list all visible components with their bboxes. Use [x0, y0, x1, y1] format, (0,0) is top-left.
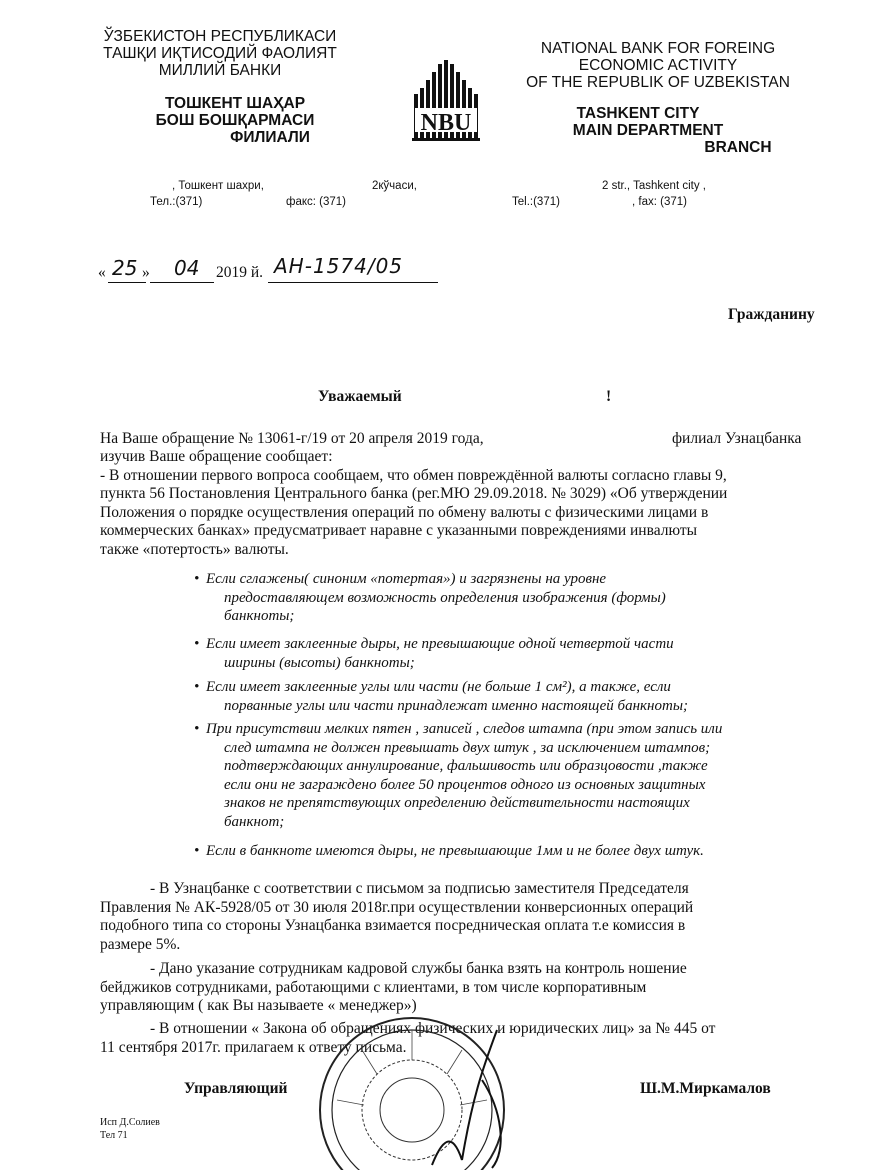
p2-line: подобного типа со стороны Узнацбанка взимается посредническая оплата т.е комиссия в	[100, 917, 686, 935]
bullet-line: При присутствии мелких пятен , записей , следов штампа (при этом запись или	[206, 721, 723, 737]
date-quote-open: «	[98, 264, 106, 281]
header-left-line6: ФИЛИАЛИ	[230, 129, 310, 146]
address-right-fax: , fax: (371)	[632, 196, 687, 208]
bullet-dot-icon: •	[194, 721, 200, 737]
bullet-item-1	[194, 570, 824, 626]
p4-line: 11 сентября 2017г. прилагаем к ответу письма.	[100, 1038, 407, 1056]
header-right	[508, 40, 808, 156]
p1-line: Положения о порядке осуществления операций по обмену валюты с физическими лицами в	[100, 503, 709, 521]
header-right-line6: BRANCH	[704, 139, 772, 156]
bullet-line: след штампа не должен превышать двух штук , за исключением штампов;	[224, 739, 711, 756]
executor-phone: Тел 71	[100, 1130, 128, 1141]
p3-line: бейджиков сотрудниками, работающими с клиентами, в том числе корпоративным	[100, 978, 647, 996]
date-line	[98, 256, 448, 286]
address-left-city: , Тошкент шахри,	[172, 180, 264, 192]
bullet-line: порванные углы или части принадлежат именно настоящей банкноты;	[224, 697, 688, 714]
header-right-line3: OF THE REPUBLIK OF UZBEKISTAN	[526, 74, 790, 91]
bullet-line: ширины (высоты) банкноты;	[224, 654, 415, 671]
bullet-line: Если имеет заклеенные дыры, не превышающие одной четвертой части	[206, 636, 674, 652]
date-month-underline	[150, 282, 214, 283]
header-left-line4: ТОШКЕНТ ШАҲАР	[164, 95, 306, 112]
header-left-line1: ЎЗБЕКИСТОН РЕСПУБЛИКАСИ	[103, 28, 337, 45]
date-day-underline	[108, 282, 146, 283]
bullet-line: банкнот;	[224, 813, 285, 830]
p1-line: - В отношении первого вопроса сообщаем, что обмен повреждённой валюты согласно главы 9,	[100, 466, 727, 484]
executor-name: Исп Д.Солиев	[100, 1117, 160, 1128]
p2-line: размере 5%.	[100, 935, 181, 953]
logo-letters: NBU	[420, 110, 472, 136]
bullet-line: подтверждающих аннулирование, фальшивость или образцовости ,также	[224, 758, 708, 775]
address-right-tel: Tel.:(371)	[512, 196, 560, 208]
date-quote-close: »	[142, 264, 150, 281]
bullet-line: Если имеет заклеенные углы или части (не больше 1 см²), а также, если	[206, 679, 671, 695]
bullet-line: Если сглажены( синоним «потертая») и загрязнены на уровне	[206, 571, 607, 587]
header-right-line5: MAIN DEPARTMENT	[572, 122, 724, 139]
p4-line: - В отношении « Закона об обращениях физических и юридических лиц» за № 445 от	[150, 1020, 716, 1037]
body-paragraph-3	[100, 960, 828, 1016]
p1-line: также «потертость» валюты.	[100, 540, 289, 558]
bullet-dot-icon: •	[194, 636, 200, 652]
address-left-fax: факс: (371)	[286, 196, 347, 208]
bullet-line: Если в банкноте имеются дыры, не превышающие 1мм и не более двух штук.	[206, 843, 704, 859]
bullet-line: если они не заграждено более 50 процентов одного из основных защитных	[224, 776, 706, 793]
address-left-tel: Тел.:(371)	[150, 196, 203, 208]
p1-line: коммерческих банках» предусматривает наравне с указанными повреждениями инвалюты	[100, 522, 698, 540]
bank-logo	[410, 58, 490, 142]
body-intro-a: На Ваше обращение № 13061-г/19 от 20 апреля 2019 года,	[100, 430, 484, 447]
bullet-item-3	[194, 678, 824, 715]
signatory-name: Ш.М.Миркамалов	[640, 1080, 771, 1097]
p2-line: Правления № АК-5928/05 от 30 июля 2018г.при осуществлении конверсионных операций	[100, 898, 694, 916]
stamp	[312, 1010, 512, 1170]
addressee: Гражданину	[728, 306, 815, 323]
header-left	[90, 28, 350, 146]
number-underline	[268, 282, 438, 283]
p1-line: изучив Ваше обращение сообщает:	[100, 448, 333, 465]
header-right-line1: NATIONAL BANK FOR FOREING	[540, 40, 776, 57]
date-month: 04	[174, 256, 200, 280]
date-day: 25	[112, 256, 138, 280]
address-right-street: 2 str., Tashkent city ,	[602, 180, 706, 192]
p3-line: управляющим ( как Вы называете « менеджер»)	[100, 997, 417, 1015]
stamp-seal-icon	[312, 1010, 512, 1170]
letter-number: АН-1574/05	[274, 254, 404, 278]
bullet-item-2	[194, 635, 824, 672]
header-left-line2: ТАШҚИ ИҚТИСОДИЙ ФАОЛИЯТ	[103, 45, 337, 62]
header-left-line5: БОШ БОШҚАРМАСИ	[155, 112, 315, 129]
bullet-dot-icon: •	[194, 843, 200, 859]
body-intro-b: филиал Узнацбанка	[672, 430, 802, 447]
bullet-line: знаков не препятствующих определению действительности настоящих	[224, 795, 690, 812]
header-right-line4: TASHKENT CITY	[576, 105, 700, 122]
salutation-mark: !	[606, 388, 612, 405]
header-right-line2: ECONOMIC ACTIVITY	[578, 57, 738, 74]
p1-line: пункта 56 Постановления Центрального банка (рег.МЮ 29.09.2018. № 3029) «Об утверждении	[100, 485, 728, 503]
bullet-dot-icon: •	[194, 571, 200, 587]
signatory-title: Управляющий	[184, 1080, 288, 1097]
header-left-line3: МИЛЛИЙ БАНКИ	[158, 62, 282, 79]
p3-line: - Дано указание сотрудникам кадровой службы банка взять на контроль ношение	[150, 960, 687, 977]
bullet-item-4	[194, 720, 824, 832]
bullet-dot-icon: •	[194, 679, 200, 695]
bullet-item-5	[194, 842, 824, 861]
bullet-line: предоставляющем возможность определения изображения (формы)	[224, 589, 666, 606]
date-year: 2019 й.	[216, 264, 264, 281]
executor-info	[100, 1116, 160, 1142]
bullet-line: банкноты;	[224, 608, 295, 625]
bank-logo-icon	[410, 58, 490, 142]
body-paragraph-2	[100, 880, 828, 954]
p2-line: - В Узнацбанке с соответствии с письмом за подписью заместителя Председателя	[150, 880, 689, 897]
salutation: Уважаемый	[318, 388, 402, 405]
body-paragraph-1	[100, 448, 828, 560]
address-left-street: 2кўчаси,	[372, 180, 417, 192]
